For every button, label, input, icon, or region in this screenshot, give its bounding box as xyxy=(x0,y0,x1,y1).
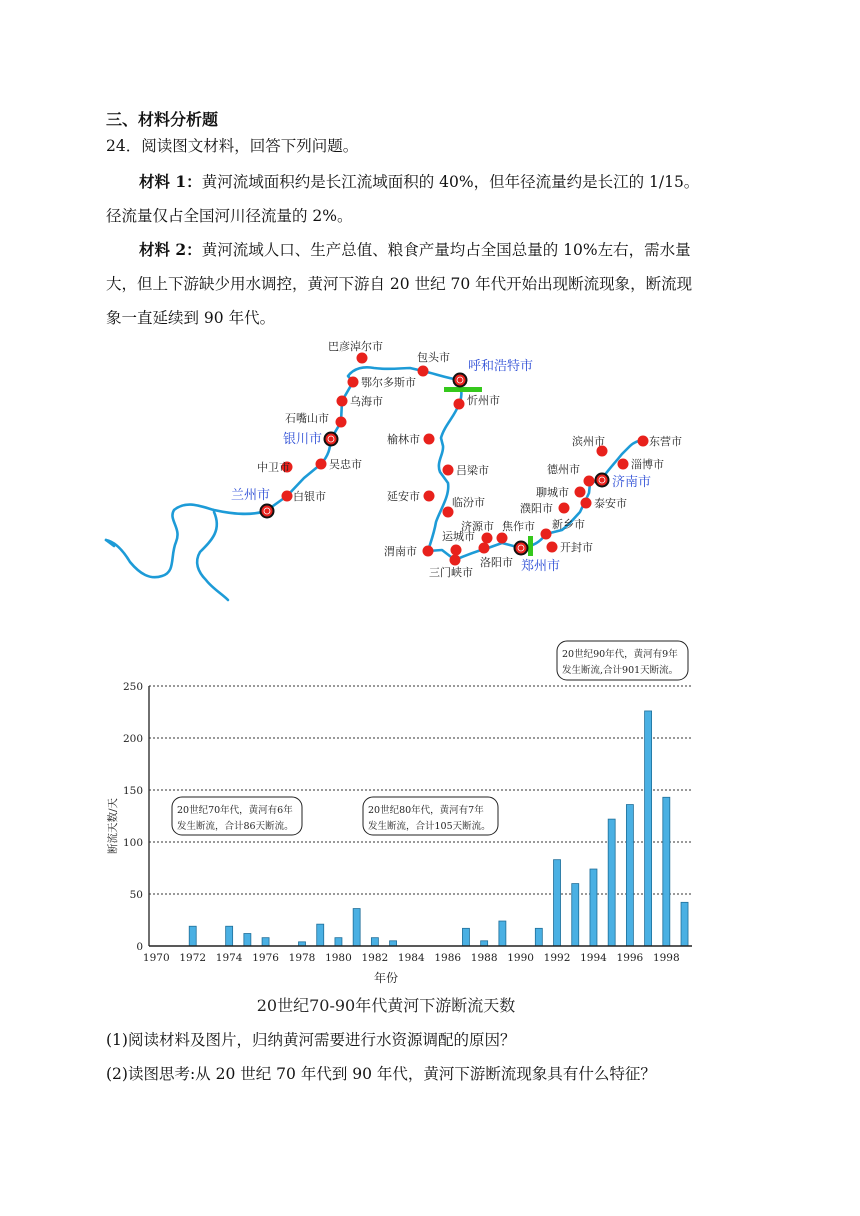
x-tick-label: 1994 xyxy=(580,952,607,964)
city-label: 聊城市 xyxy=(536,486,569,499)
x-tick-label: 1990 xyxy=(507,952,534,964)
city-label: 焦作市 xyxy=(502,520,535,533)
city-label: 包头市 xyxy=(417,351,450,364)
city-label: 开封市 xyxy=(560,541,593,554)
city-label: 延安市 xyxy=(387,490,420,503)
city-label: 忻州市 xyxy=(467,394,500,407)
city-label: 滨州市 xyxy=(572,435,605,448)
chart-title: 20世纪70-90年代黄河下游断流天数 xyxy=(256,996,516,1015)
bar xyxy=(371,938,378,946)
city-label: 乌海市 xyxy=(350,395,383,408)
bar xyxy=(262,938,269,946)
bar xyxy=(189,926,196,946)
bar xyxy=(645,711,652,946)
annotation-70s-line1: 20世纪70年代，黄河有6年 xyxy=(177,805,293,816)
x-tick-label: 1976 xyxy=(252,952,279,964)
y-tick-label: 0 xyxy=(136,941,143,953)
x-tick-label: 1972 xyxy=(179,952,207,964)
city-label: 巴彦淖尔市 xyxy=(328,340,383,353)
city-label: 东营市 xyxy=(649,435,682,448)
bar xyxy=(317,924,324,946)
bar xyxy=(663,797,670,946)
city-label: 濮阳市 xyxy=(520,502,553,515)
y-tick-label: 150 xyxy=(122,785,143,797)
city-label: 济源市 xyxy=(461,520,494,533)
annotation-90s-line1: 20世纪90年代，黄河有9年 xyxy=(562,649,678,660)
city-label: 三门峡市 xyxy=(429,566,473,579)
city-label: 新乡市 xyxy=(552,518,585,531)
capital-label: 济南市 xyxy=(612,475,652,490)
city-label: 淄博市 xyxy=(631,458,664,471)
city-label: 吴忠市 xyxy=(329,458,362,471)
city-label: 德州市 xyxy=(547,463,580,476)
question-2: (2)读图思考:从 20 世纪 70 年代到 90 年代，黄河下游断流现象具有什么特征？ xyxy=(106,1065,656,1083)
capital-label: 呼和浩特市 xyxy=(468,359,534,374)
y-tick-label: 50 xyxy=(129,889,143,901)
material2-line2: 大，但上下游缺少用水调控，黄河下游自 20 世纪 70 年代开始出现断流现象，断流现 xyxy=(106,275,693,293)
city-label: 渭南市 xyxy=(384,545,417,558)
bar xyxy=(499,921,506,946)
question-1: (1)阅读材料及图片，归纳黄河需要进行水资源调配的原因？ xyxy=(106,1031,516,1049)
annotation-90s-line2: 发生断流,合计901天断流。 xyxy=(562,665,679,676)
material2-line3: 象一直延续到 90 年代。 xyxy=(106,309,276,327)
x-tick-label: 1982 xyxy=(361,952,389,964)
material2-text: 黄河流域人口、生产总值、粮食产量均占全国总量的 10%左右，需水量 xyxy=(201,241,691,259)
annotation-70s-line2: 发生断流，合计86天断流。 xyxy=(177,821,294,832)
x-tick-label: 1974 xyxy=(215,952,243,964)
x-tick-label: 1988 xyxy=(470,952,498,964)
annotation-80s-line2: 发生断流，合计105天断流。 xyxy=(368,821,491,832)
city-label: 吕梁市 xyxy=(456,464,489,477)
bar xyxy=(535,928,542,946)
city-label: 鄂尔多斯市 xyxy=(361,376,416,389)
annotation-70s xyxy=(172,797,302,835)
city-label: 泰安市 xyxy=(594,497,627,510)
city-label: 石嘴山市 xyxy=(285,412,329,425)
x-tick-label: 1986 xyxy=(434,952,462,964)
city-label: 洛阳市 xyxy=(480,556,513,569)
x-axis-label: 年份 xyxy=(373,971,399,985)
annotation-80s xyxy=(363,797,498,835)
material2-label: 材料 2： xyxy=(139,240,202,259)
bar xyxy=(462,928,469,946)
x-tick-label: 1992 xyxy=(543,952,571,964)
y-tick-label: 250 xyxy=(122,681,143,693)
x-tick-label: 1996 xyxy=(616,952,644,964)
capital-label: 郑州市 xyxy=(521,559,561,574)
annotation-90s xyxy=(557,641,688,680)
bar xyxy=(226,926,233,946)
bar xyxy=(681,902,688,946)
city-label: 运城市 xyxy=(442,530,475,543)
x-tick-label: 1998 xyxy=(652,952,680,964)
bar xyxy=(608,819,615,946)
y-tick-label: 200 xyxy=(122,733,143,745)
capital-label: 兰州市 xyxy=(231,488,271,503)
chart-ticks xyxy=(143,952,680,964)
bar xyxy=(572,884,579,946)
city-label: 中卫市 xyxy=(257,461,290,474)
bar xyxy=(353,909,360,946)
annotation-80s-line1: 20世纪80年代，黄河有7年 xyxy=(368,805,484,816)
bar xyxy=(554,860,561,946)
bar xyxy=(335,938,342,946)
city-label: 榆林市 xyxy=(387,433,420,446)
section-title: 三、材料分析题 xyxy=(106,110,219,129)
x-tick-label: 1970 xyxy=(142,952,170,964)
bar xyxy=(626,805,633,946)
bar xyxy=(244,934,251,946)
x-tick-label: 1984 xyxy=(397,952,425,964)
question-intro: 24．阅读图文材料，回答下列问题。 xyxy=(106,137,359,155)
bar xyxy=(590,869,597,946)
material1-label: 材料 1： xyxy=(139,172,202,191)
material1-line2: 径流量仅占全国河川径流量的 2%。 xyxy=(106,207,353,225)
x-tick-label: 1980 xyxy=(325,952,352,964)
city-label: 白银市 xyxy=(293,490,326,503)
y-tick-label: 100 xyxy=(122,837,143,849)
city-label: 临汾市 xyxy=(452,496,485,509)
material1-text: 黄河流域面积约是长江流域面积的 40%，但年径流量约是长江的 1/15。 xyxy=(201,173,700,191)
capital-label: 银川市 xyxy=(283,432,323,447)
y-axis-label: 断流天数/天 xyxy=(107,797,119,855)
x-tick-label: 1978 xyxy=(288,952,316,964)
